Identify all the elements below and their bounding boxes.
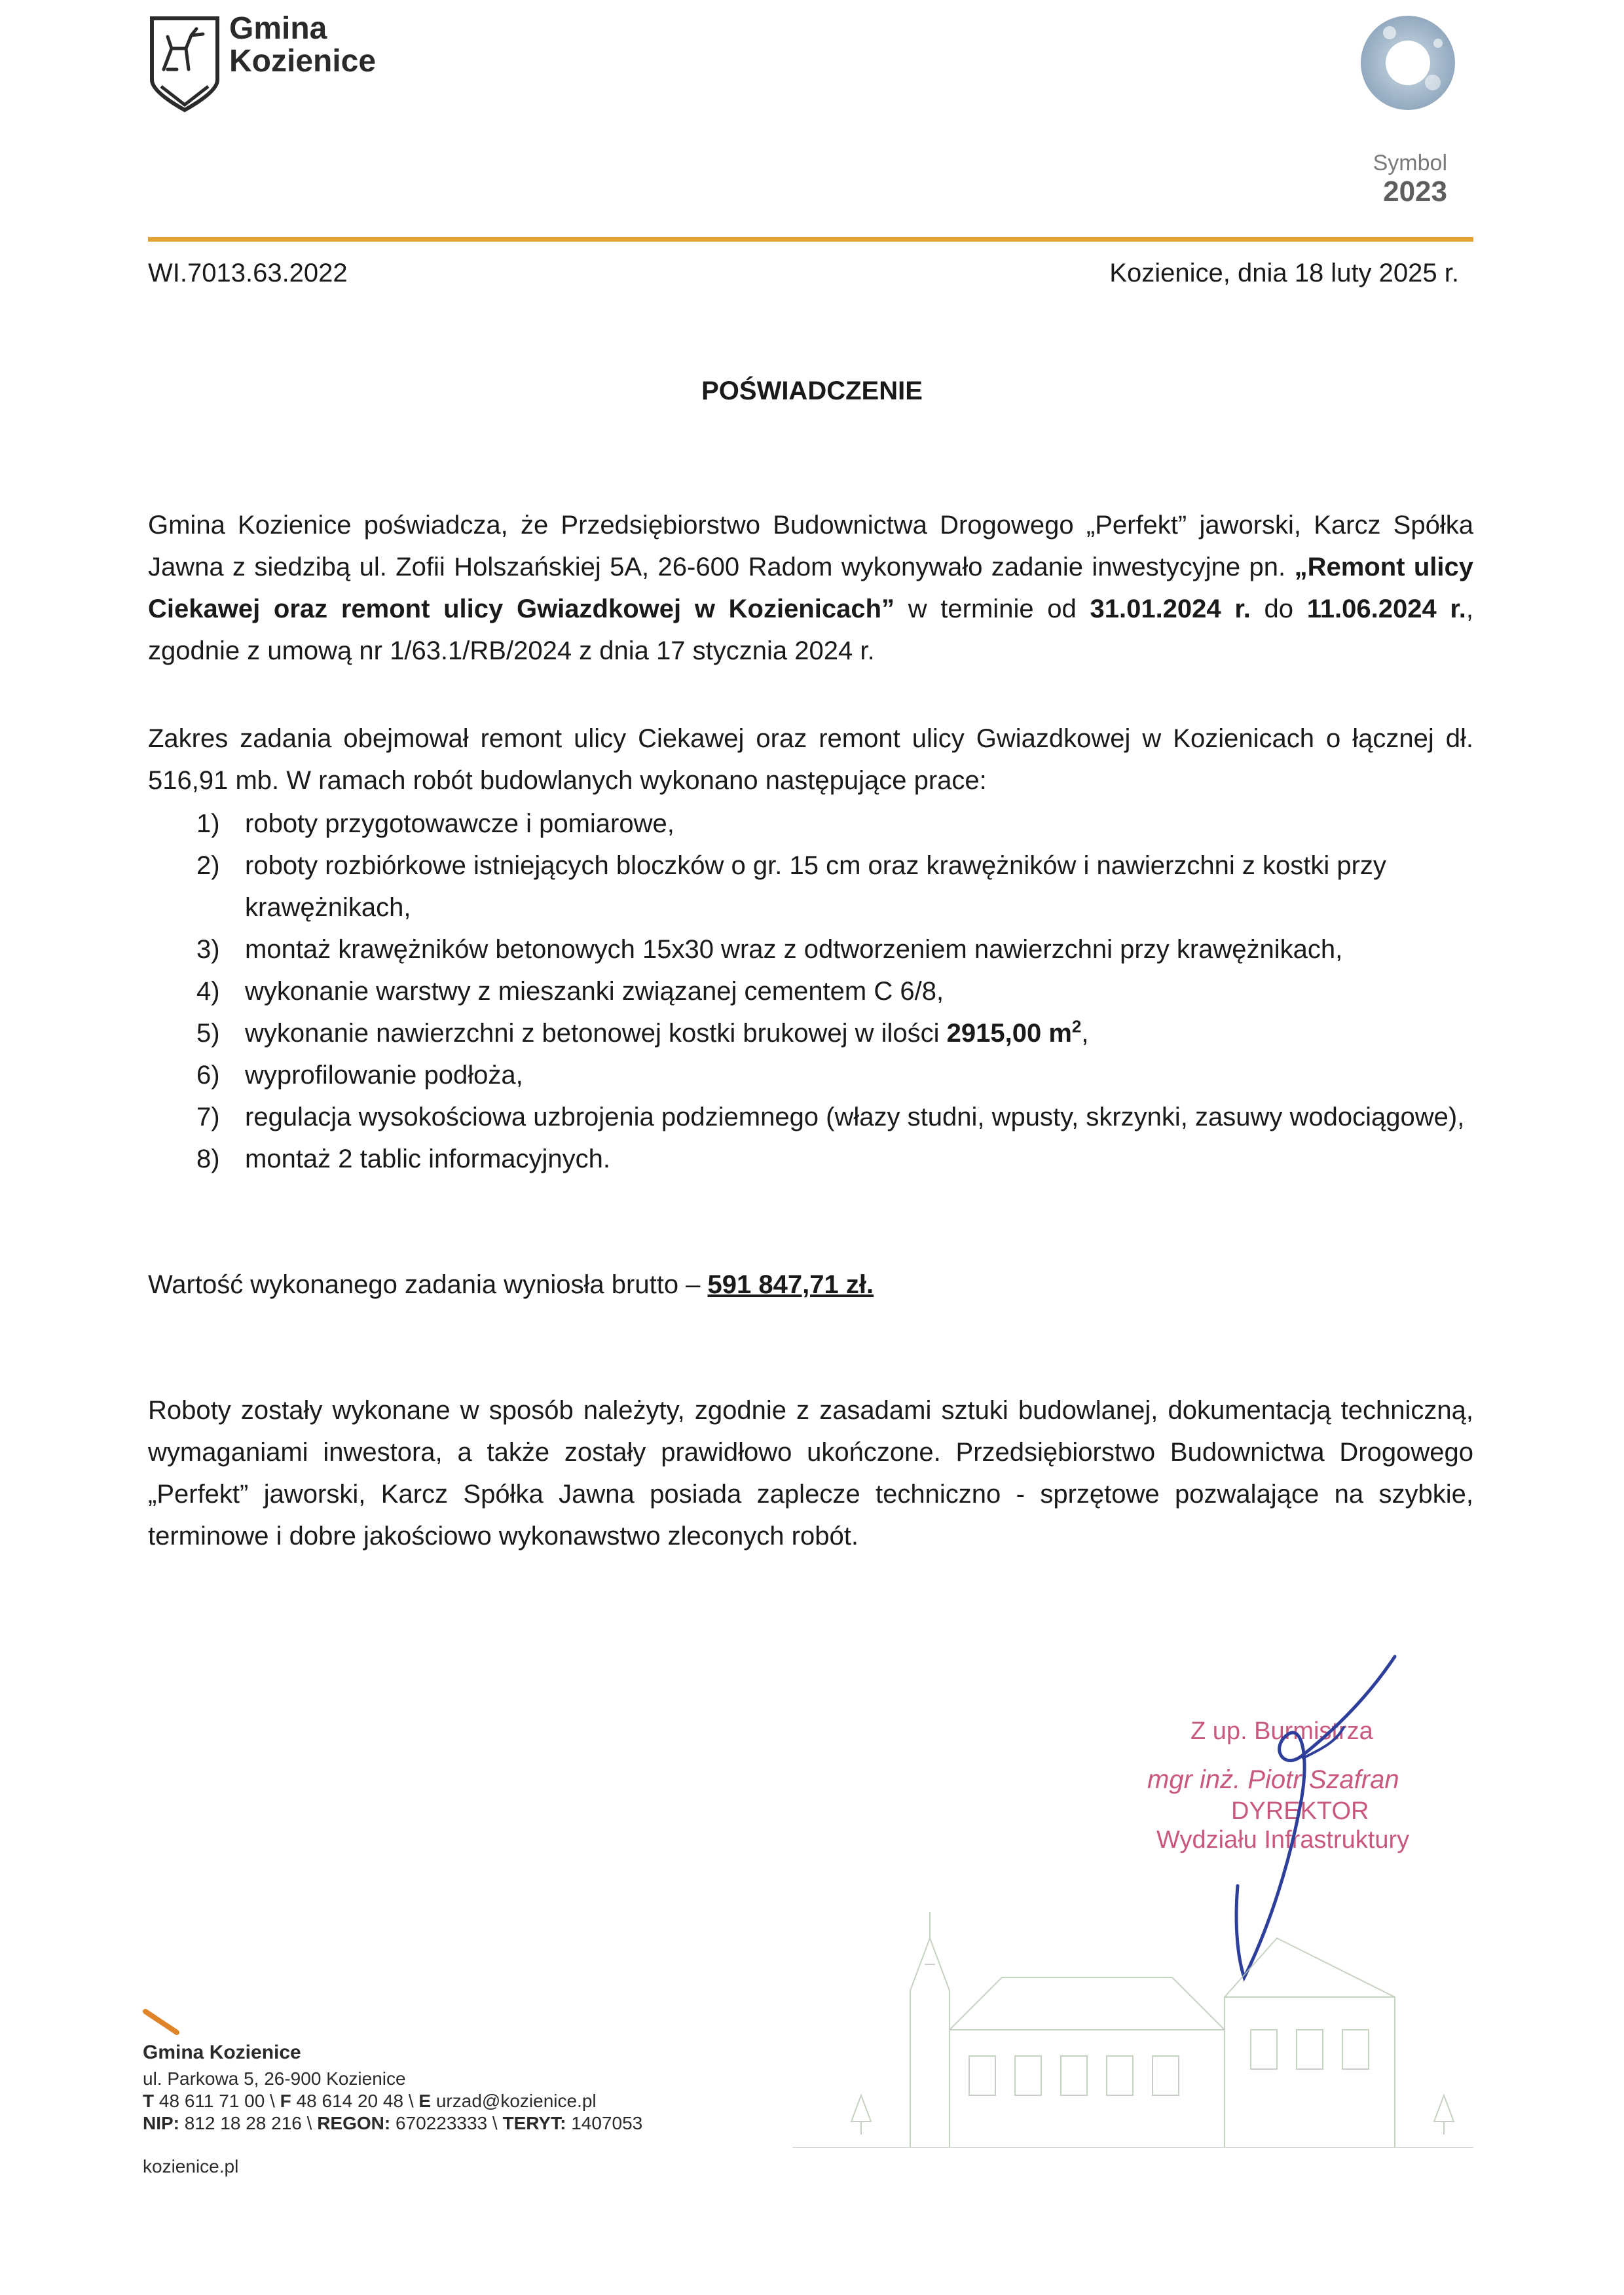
list-item	[148, 1054, 1473, 1096]
stamp-department: Wydziału Infrastruktury	[1156, 1826, 1410, 1854]
fax-label: F	[280, 2091, 291, 2111]
list-item-text: montaż 2 tablic informacyjnych.	[245, 1145, 611, 1173]
value-label: Wartość wykonanego zadania wyniosła brutto –	[148, 1270, 708, 1299]
fax-number: 48 614 20 48	[296, 2091, 404, 2111]
scope-text: Zakres zadania obejmował remont ulicy Ciekawej oraz remont ulicy Gwiazdkowej w Kozienicach o łącznej dł. 516,91 mb. W ramach robót budowlanych wykonano następujące prace:	[148, 724, 1473, 795]
reference-number: WI.7013.63.2022	[148, 259, 348, 287]
list-item-number: 6)	[196, 1061, 220, 1090]
stamp-position: DYREKTOR	[1231, 1797, 1369, 1825]
footer-organization: Gmina Kozienice	[143, 2042, 301, 2063]
stamp-authorization: Z up. Burmistrza	[1190, 1717, 1373, 1745]
list-item-number: 7)	[196, 1103, 220, 1131]
para1-text-4: , zgodnie z umową nr 1/63.1/RB/2024 z dnia 17 stycznia 2024 r.	[148, 595, 1474, 665]
list-item-text: wykonanie warstwy z mieszanki związanej cementem C 6/8,	[245, 977, 944, 1006]
list-item	[148, 1096, 1473, 1138]
list-item-number: 8)	[196, 1145, 220, 1173]
paving-area: 2915,00 m	[946, 1019, 1072, 1048]
list-item	[148, 970, 1473, 1012]
list-item	[148, 1138, 1473, 1180]
start-date: 31.01.2024 r.	[1090, 595, 1251, 623]
symbol-year: 2023	[1383, 175, 1447, 208]
works-list	[148, 803, 1473, 1180]
project-name: „Remont ulicy Ciekawej oraz remont ulicy Gwiazdkowej w Kozienicach”	[148, 553, 1473, 623]
nip-label: NIP:	[143, 2113, 179, 2133]
email-address[interactable]: urzad@kozienice.pl	[435, 2091, 597, 2111]
paragraph-certification	[148, 504, 1473, 672]
symbol-2023-emblem-icon	[1349, 4, 1467, 122]
list-item-text: wykonanie nawierzchni z betonowej kostki brukowej w ilości	[245, 1019, 947, 1048]
list-item-text: roboty przygotowawcze i pomiarowe,	[245, 809, 674, 838]
paragraph-closing	[148, 1389, 1473, 1557]
logo-text-kozienice: Kozienice	[229, 44, 377, 79]
list-item-tail: ,	[1081, 1019, 1089, 1048]
end-date: 11.06.2024 r.	[1306, 595, 1466, 623]
list-item-number: 3)	[196, 935, 220, 964]
para1-text-1: Gmina Kozienice poświadcza, że Przedsiębiorstwo Budownictwa Drogowego „Perfekt” jaworski, Karcz Spółka Jawna z siedzibą ul. Zofii Holszańskiej 5A, 26-600 Radom wykonywało zadanie inwestycyjne pn.	[148, 511, 1473, 581]
value-amount: 591 847,71 zł.	[707, 1270, 874, 1299]
teryt-label: TERYT:	[502, 2113, 566, 2133]
footer-accent-icon	[143, 2009, 179, 2035]
list-item	[148, 1012, 1473, 1054]
footer-website-link[interactable]: kozienice.pl	[143, 2156, 239, 2176]
closing-text: Roboty zostały wykonane w sposób należyty, zgodnie z zasadami sztuki budowlanej, dokumentacją techniczną, wymaganiami inwestora, a także zostały prawidłowo ukończone. Przedsiębiorstwo Budownictwa Drogowego „Perfekt” jaworski, Karcz Spółka Jawna posiada zaplecze techniczno - sprzętowe pozwalające na szybkie, terminowe i dobre jakościowo wykonawstwo zleconych robót.	[148, 1396, 1473, 1551]
town-hall-sketch-icon	[753, 1899, 1480, 2148]
stamp-signatory-name: mgr inż. Piotr Szafran	[1147, 1765, 1399, 1794]
paragraph-value	[148, 1264, 1473, 1306]
list-item-text: roboty rozbiórkowe istniejących bloczków o gr. 15 cm oraz krawężników i nawierzchni z kostki przy krawężnikach,	[245, 851, 1386, 922]
phone-label: T	[143, 2091, 155, 2111]
symbol-label: Symbol	[1373, 151, 1447, 175]
list-item-number: 5)	[196, 1019, 220, 1048]
gmina-kozienice-logo-icon	[148, 14, 221, 114]
logo-text-gmina: Gmina	[229, 11, 327, 46]
para1-text-2: w terminie od	[895, 595, 1090, 623]
header-divider	[148, 237, 1473, 242]
list-item-number: 4)	[196, 977, 220, 1006]
list-item	[148, 845, 1473, 928]
list-item-number: 1)	[196, 809, 220, 838]
email-label: E	[418, 2091, 432, 2111]
list-item	[148, 803, 1473, 845]
footer-contact: T 48 611 71 00 \ F 48 614 20 48 \ E urzad@kozienice.pl	[143, 2091, 597, 2111]
list-item-number: 2)	[196, 851, 220, 880]
document-title: POŚWIADCZENIE	[701, 376, 923, 405]
list-item-text: montaż krawężników betonowych 15x30 wraz z odtworzeniem nawierzchni przy krawężnikach,	[245, 935, 1343, 964]
list-item-text: wyprofilowanie podłoża,	[245, 1061, 523, 1090]
list-item-text: regulacja wysokościowa uzbrojenia podziemnego (włazy studni, wpusty, skrzynki, zasuwy wodociągowe),	[245, 1103, 1465, 1131]
place-and-date: Kozienice, dnia 18 luty 2025 r.	[1109, 259, 1459, 287]
list-item	[148, 928, 1473, 970]
regon-label: REGON:	[317, 2113, 391, 2133]
paragraph-scope	[148, 718, 1473, 801]
para1-text-3: do	[1250, 595, 1307, 623]
footer-address: ul. Parkowa 5, 26-900 Kozienice	[143, 2068, 406, 2089]
phone-number: 48 611 71 00	[158, 2091, 265, 2111]
teryt-value: 1407053	[571, 2113, 643, 2133]
paving-area-exponent: 2	[1071, 1016, 1082, 1037]
nip-value: 812 18 28 216	[184, 2113, 302, 2133]
footer-identifiers: NIP: 812 18 28 216 \ REGON: 670223333 \ TERYT: 1407053	[143, 2113, 643, 2133]
regon-value: 670223333	[395, 2113, 488, 2133]
